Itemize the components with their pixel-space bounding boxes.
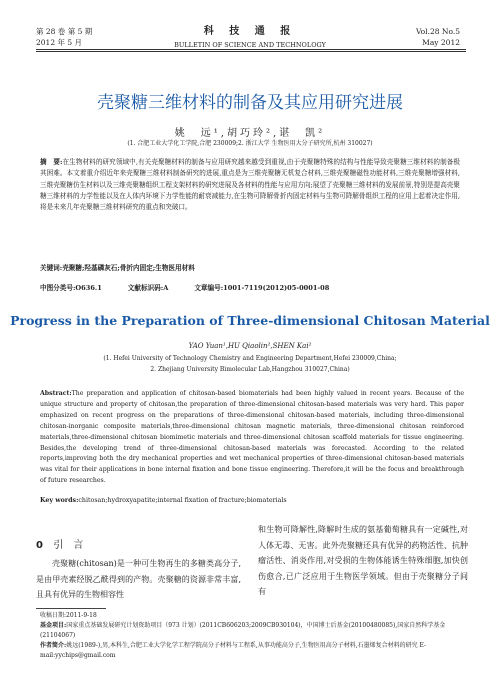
keywords-label-en: Key words: xyxy=(40,497,79,504)
abstract-label-en: Abstract: xyxy=(40,390,72,397)
volume-issue-en: Vol.28 No.5 xyxy=(415,27,460,36)
funding-text: 国家重点基础发展研究计划资助项目（973 计划）(2011CB606203;2009CB930104)，中国博士后基金(20100480085),国家自然科学基金(21104067) xyxy=(40,622,446,639)
author-bio-label: 作者简介: xyxy=(40,642,67,649)
document-code: 文献标识码:A xyxy=(127,284,169,292)
affiliation-cn: (1. 合肥工业大学化工学院,合肥 230009;2. 浙江大学 生物医用大分子研究所,杭州 310027) xyxy=(127,140,373,147)
date-cn: 2012 年 5 月 xyxy=(36,38,83,47)
authors-cn: 姚 远¹,胡巧玲²,谌 凯² xyxy=(174,128,326,139)
header-rule xyxy=(36,49,466,50)
abstract-label-cn: 摘 要: xyxy=(40,158,63,166)
body-column-left: 壳聚糖(chitosan)是一种可生物再生的多糖类高分子,是由甲壳素经脱乙酰得到的产物。壳聚糖的资源非常丰富,且具有优异的生物相容性 xyxy=(36,559,241,599)
keywords-label-cn: 关键词: xyxy=(40,264,63,272)
abstract-cn xyxy=(40,157,460,213)
author-bio xyxy=(40,641,470,661)
clc-number: 中图分类号:O636.1 xyxy=(40,284,102,292)
funding-label: 基金项目: xyxy=(40,622,67,629)
journal-name-cn: 科 技 通 报 xyxy=(203,26,297,37)
abstract-text-cn: 在生物材料的研究领域中,有关壳聚糖材料的制备与应用研究越来越受到重视,由于壳聚糖特殊的结构与性能导致壳聚糖三维材料的制备极其困难。本文着重介绍近年来壳聚糖三维材料制备研究的进展,重点是为三维壳聚糖无机复合材料,三维壳聚糖磁性功能材料,三维壳聚糖增强材料,三维壳聚糖仿生材料以及三维壳聚糖组织工程支架材料的研究进展及各材料的性能与应用方向;展望了壳聚糖三维材料的发展前景,特别是提高壳聚糖三维材料的力学性能以及在人体内环境下力学性能的耐衰减能力,在生物可降解骨折内固定材料与生物可降解骨组织工程的应用上起着决定作用,将是未来几年壳聚糖三维材料研究的重点和突破口。 xyxy=(40,158,460,212)
affiliation-en-2: 2. Zhejiang University Bimolecular Lab,Hangzhou 310027,China) xyxy=(150,366,350,373)
volume-issue-cn: 第 28 卷 第 5 期 xyxy=(36,27,93,36)
keywords-en xyxy=(40,497,464,504)
section-number: 0 xyxy=(36,540,43,551)
paper-title-cn: 壳聚糖三维材料的制备及其应用研究进展 xyxy=(97,93,403,113)
article-number: 文章编号:1001-7119(2012)05-0001-08 xyxy=(194,284,330,292)
journal-name-en: BULLETIN OF SCIENCE AND TECHNOLOGY xyxy=(174,41,326,49)
paper-title-en: Progress in the Preparation of Three-dimensional Chitosan Material xyxy=(10,313,490,328)
author-bio-text: 姚远(1989-),男,本科生,合肥工业大学化学工程学院高分子材料与工程系,从事功能高分子,生物医用高分子材料,石墨烯复合材料的研究 E-mail:yychips@gmail.com xyxy=(40,642,427,659)
affiliation-en-1: (1. Hefei University of Technology Chemistry and Engineering Department,Hefei 230009,China; xyxy=(103,355,397,362)
keywords-text-cn: 壳聚糖;羟基磷灰石;骨折内固定;生物医用材料 xyxy=(62,264,195,272)
abstract-en xyxy=(40,389,464,487)
section-title: 引 言 xyxy=(53,540,84,551)
funding-note xyxy=(40,621,470,641)
received-date: 收稿日期:2011-9-18 xyxy=(40,612,97,619)
abstract-text-en: The preparation and application of chitosan-based biomaterials had been highly valued in recent years. Because of the unique structure and property of chitosan,the preparation of three-dimensional chitosan-based materials was very hard. This paper emphasized on recent progress on the preparations of three-dimensional chitosan-based materials, including three-dimensional chitosan-inorganic composite materials,three-dimensional chitosan magnetic materials, three-dimensional chitosan reinforced materials,three-dimensional chitosan biomimetic materials and three-dimensional chitosan scaffold materials for tissue engineering. Besides,the developing trend of three-dimensional chitosan-based materials was forecasted. According to the related reports,improving both the dry mechanical properties and wet mechanical properties of three-dimensional chitosan-based materials was vital for their applications in bone internal fixation and bone tissue engineering. Therefore,it will be the focus and breakthrough of future researches. xyxy=(40,390,464,485)
section-heading xyxy=(36,536,83,551)
body-column-right: 和生物可降解性,降解时生成的氨基葡萄糖具有一定碱性,对人体无毒、无害。此外壳聚糖还具有优异的药物活性、抗肿瘤活性、消炎作用,对受损的生物体能诱生特殊细胞,加快创伤愈合,已广泛应用于生物医学领域。但由于壳聚糖分子间有 xyxy=(258,525,468,596)
keywords-cn xyxy=(40,262,460,272)
footnotes xyxy=(40,611,470,661)
footnote-rule xyxy=(36,608,106,609)
header-rule-thin xyxy=(36,51,466,52)
header-right xyxy=(416,26,460,48)
keywords-text-en: chitosan;hydroxyapatite;internal fixation of fracture;biomaterials xyxy=(78,497,287,504)
authors-en: YAO Yuan¹,HU Qiaolin²,SHEN Kai² xyxy=(188,342,312,350)
classification-line xyxy=(40,282,460,292)
date-en: May 2012 xyxy=(422,38,460,47)
